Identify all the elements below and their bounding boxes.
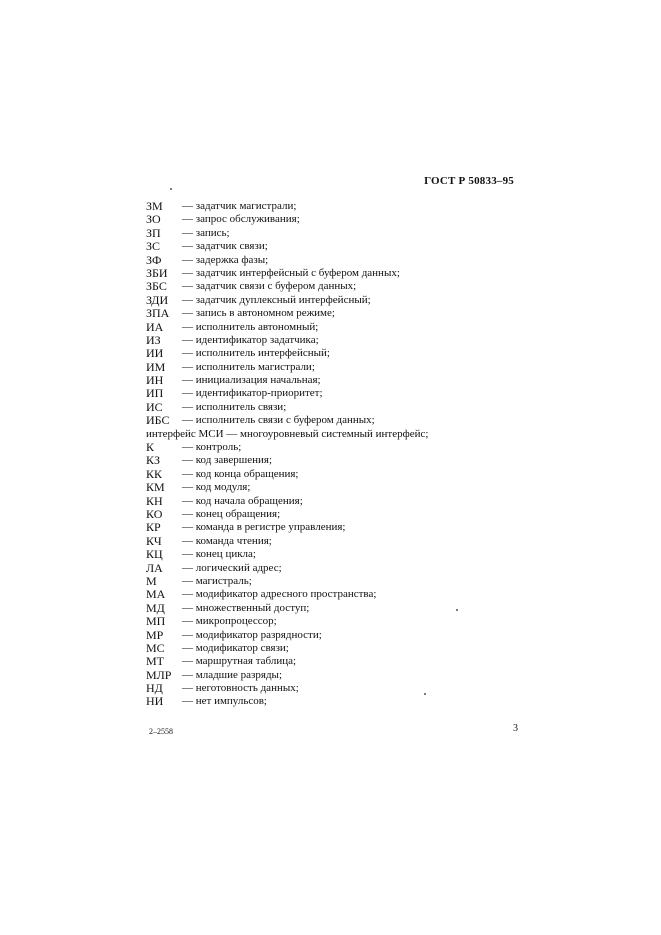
abbreviation-term: КР [146, 520, 161, 535]
list-item [146, 588, 526, 601]
abbreviation-definition: — задатчик магистрали; [182, 200, 297, 212]
list-item [146, 294, 526, 307]
scan-speck [424, 693, 426, 695]
abbreviation-definition: — модификатор адресного пространства; [182, 588, 377, 601]
abbreviation-definition: — инициализация начальная; [182, 374, 321, 387]
abbreviation-term: ЗО [146, 212, 161, 227]
list-item [146, 401, 526, 414]
list-item [146, 521, 526, 534]
abbreviation-term: НИ [146, 694, 164, 709]
abbreviation-term: ЗДИ [146, 292, 169, 307]
list-item [146, 227, 526, 240]
list-item [146, 428, 526, 441]
abbreviation-definition: — маршрутная таблица; [182, 655, 297, 668]
abbreviation-definition: — задатчик дуплексный интерфейсный; [182, 293, 371, 306]
abbreviation-list [146, 200, 526, 709]
abbreviation-definition: — микропроцессор; [182, 615, 277, 628]
list-item [146, 615, 526, 628]
abbreviation-definition: — модификатор связи; [182, 641, 289, 654]
list-item [146, 307, 526, 320]
list-item [146, 548, 526, 561]
abbreviation-definition: — магистраль; [182, 574, 252, 587]
abbreviation-term: ЗПА [146, 306, 170, 321]
abbreviation-term: ИМ [146, 359, 166, 374]
abbreviation-definition: — запись в автономном режиме; [182, 307, 335, 320]
abbreviation-term: КЧ [146, 533, 162, 548]
list-item [146, 695, 526, 708]
abbreviation-term: МТ [146, 654, 164, 669]
abbreviation-definition: — идентификатор-приоритет; [182, 387, 323, 400]
abbreviation-definition: — код начала обращения; [182, 494, 303, 507]
abbreviation-term: М [146, 573, 157, 588]
list-item [146, 575, 526, 588]
abbreviation-definition: — исполнитель интерфейсный; [182, 347, 330, 360]
scan-speck [456, 609, 458, 611]
abbreviation-term: КО [146, 506, 163, 521]
list-item [146, 495, 526, 508]
scan-speck [170, 188, 172, 190]
abbreviation-term: ЗБС [146, 279, 167, 294]
list-item [146, 361, 526, 374]
list-item [146, 454, 526, 467]
abbreviation-definition: — код конца обращения; [182, 467, 299, 480]
list-item [146, 468, 526, 481]
abbreviation-term: ЛА [146, 560, 163, 575]
list-item [146, 347, 526, 360]
abbreviation-definition: — команда в регистре управления; [182, 521, 346, 534]
abbreviation-term: ИЗ [146, 332, 161, 347]
abbreviation-definition: — исполнитель связи с буфером данных; [182, 414, 375, 427]
abbreviation-term: МА [146, 587, 166, 602]
list-item [146, 254, 526, 267]
abbreviation-term: ЗБИ [146, 265, 168, 280]
list-item [146, 655, 526, 668]
abbreviation-term: МС [146, 640, 165, 655]
abbreviation-term: ЗС [146, 239, 161, 254]
abbreviation-term: ЗМ [146, 199, 163, 213]
abbreviation-definition: — задатчик связи с буфером данных; [182, 280, 357, 293]
abbreviation-definition: — исполнитель магистрали; [182, 360, 315, 373]
abbreviation-definition: — неготовность данных; [182, 682, 299, 695]
abbreviation-term: КЦ [146, 547, 163, 562]
list-item [146, 321, 526, 334]
list-item [146, 508, 526, 521]
list-item [146, 387, 526, 400]
list-item [146, 414, 526, 427]
abbreviation-term: К [146, 440, 155, 455]
abbreviation-term: МЛР [146, 667, 172, 682]
abbreviation-term: ЗП [146, 225, 161, 240]
list-item [146, 562, 526, 575]
abbreviation-term: МП [146, 614, 166, 629]
abbreviation-definition: — задатчик интерфейсный с буфером данных; [182, 266, 400, 279]
list-item [146, 334, 526, 347]
abbreviation-definition: — модификатор разрядности; [182, 628, 322, 641]
abbreviation-definition: — команда чтения; [182, 534, 272, 547]
list-item [146, 200, 526, 213]
abbreviation-definition: — запись; [182, 226, 230, 239]
abbreviation-term: ИП [146, 386, 164, 401]
standard-header: ГОСТ Р 50833–95 [424, 175, 514, 187]
abbreviation-definition: — множественный доступ; [182, 601, 310, 614]
list-item [146, 213, 526, 226]
abbreviation-definition: — исполнитель автономный; [182, 320, 319, 333]
list-item [146, 629, 526, 642]
list-item [146, 240, 526, 253]
abbreviation-term: ИН [146, 373, 164, 388]
abbreviation-definition: — задержка фазы; [182, 253, 269, 266]
list-item [146, 535, 526, 548]
abbreviation-definition: — младшие разряды; [182, 668, 282, 681]
abbreviation-definition: — конец обращения; [182, 507, 281, 520]
abbreviation-term: МР [146, 627, 164, 642]
abbreviation-definition: — запрос обслуживания; [182, 213, 300, 226]
abbreviation-term: ИС [146, 399, 163, 414]
abbreviation-term: ИА [146, 319, 164, 334]
abbreviation-term: КН [146, 493, 163, 508]
abbreviation-definition: — идентификатор задатчика; [182, 333, 319, 346]
abbreviation-definition: — код модуля; [182, 481, 251, 494]
list-item [146, 682, 526, 695]
list-item [146, 280, 526, 293]
list-item [146, 602, 526, 615]
list-item [146, 481, 526, 494]
abbreviation-definition: — задатчик связи; [182, 240, 268, 253]
abbreviation-term: МД [146, 600, 165, 615]
abbreviation-term: КК [146, 466, 163, 481]
abbreviation-term: ИБС [146, 413, 170, 428]
footer-code: 2–2558 [149, 727, 173, 736]
list-item [146, 441, 526, 454]
abbreviation-term: НД [146, 681, 163, 696]
abbreviation-definition: — нет импульсов; [182, 695, 267, 708]
abbreviation-definition: — исполнитель связи; [182, 400, 287, 413]
abbreviation-definition: — конец цикла; [182, 548, 256, 561]
abbreviation-definition: — код завершения; [182, 454, 273, 467]
abbreviation-definition: — контроль; [182, 441, 242, 454]
abbreviation-term: КМ [146, 480, 165, 495]
page-number: 3 [513, 723, 518, 734]
abbreviation-term: ЗФ [146, 252, 162, 267]
list-item [146, 642, 526, 655]
list-item [146, 374, 526, 387]
list-item [146, 267, 526, 280]
abbreviation-term: КЗ [146, 453, 161, 468]
abbreviation-term: ИИ [146, 346, 164, 361]
abbreviation-full-entry: интерфейс МСИ — многоуровневый системный интерфейс; [146, 427, 429, 440]
abbreviation-definition: — логический адрес; [182, 561, 282, 574]
list-item [146, 669, 526, 682]
